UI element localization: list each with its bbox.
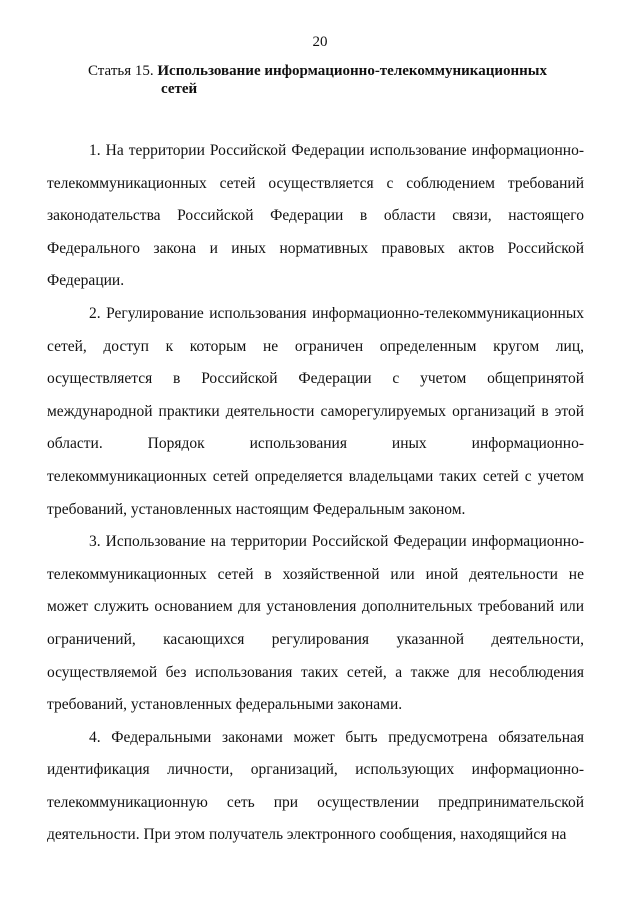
text-line: 2. Регулирование использования информационно-телекоммуникационных (89, 304, 584, 322)
text-line: 3. Использование на территории Российской Федерации информационно- (89, 533, 584, 551)
paragraph-4 (47, 722, 584, 852)
text-line: идентификация личности, организаций, использующих информационно- (47, 761, 584, 779)
text-line: осуществляется в Российской Федерации с учетом общепринятой (47, 370, 584, 388)
text-line: телекоммуникационных сетей осуществляется с соблюдением требований (47, 174, 584, 192)
article-number: Статья 15. (88, 63, 154, 79)
text-line: требований, установленных федеральными законами. (47, 696, 403, 714)
page-number: 20 (312, 34, 328, 50)
paragraph-2 (47, 298, 584, 526)
text-line: телекоммуникационных сетей определяется владельцами таких сетей с учетом (47, 467, 584, 485)
text-line: ограничений, касающихся регулирования указанной деятельности, (47, 630, 584, 648)
text-line: Федерального закона и иных нормативных правовых актов Российской (47, 239, 584, 257)
text-line: Федерации. (47, 272, 125, 290)
text-line: 4. Федеральными законами может быть предусмотрена обязательная (89, 728, 584, 746)
article-body (47, 135, 584, 852)
article-heading (88, 62, 588, 98)
text-line: законодательства Российской Федерации в области связи, настоящего (47, 207, 584, 225)
text-line: телекоммуникационных сетей в хозяйственной или иной деятельности не (47, 565, 584, 583)
text-line: может служить основанием для установления дополнительных требований или (47, 598, 584, 616)
text-line: осуществляемой без использования таких сетей, а также для несоблюдения (47, 663, 584, 681)
paragraph-1 (47, 135, 584, 298)
text-line: телекоммуникационную сеть при осуществлении предпринимательской (47, 793, 584, 811)
paragraph-3 (47, 526, 584, 722)
text-line: области. Порядок использования иных информационно- (47, 435, 584, 453)
article-title-line-1: Использование информационно-телекоммуникационных (157, 63, 547, 79)
article-title-line-2: сетей (161, 81, 198, 97)
text-line: деятельности. При этом получатель электронного сообщения, находящийся на (47, 826, 567, 844)
text-line: требований, установленных настоящим Федеральным законом. (47, 500, 466, 518)
text-line: сетей, доступ к которым не ограничен определенным кругом лиц, (47, 337, 584, 355)
text-line: международной практики деятельности саморегулируемых организаций в этой (47, 402, 584, 420)
text-line: 1. На территории Российской Федерации использование информационно- (89, 142, 584, 159)
